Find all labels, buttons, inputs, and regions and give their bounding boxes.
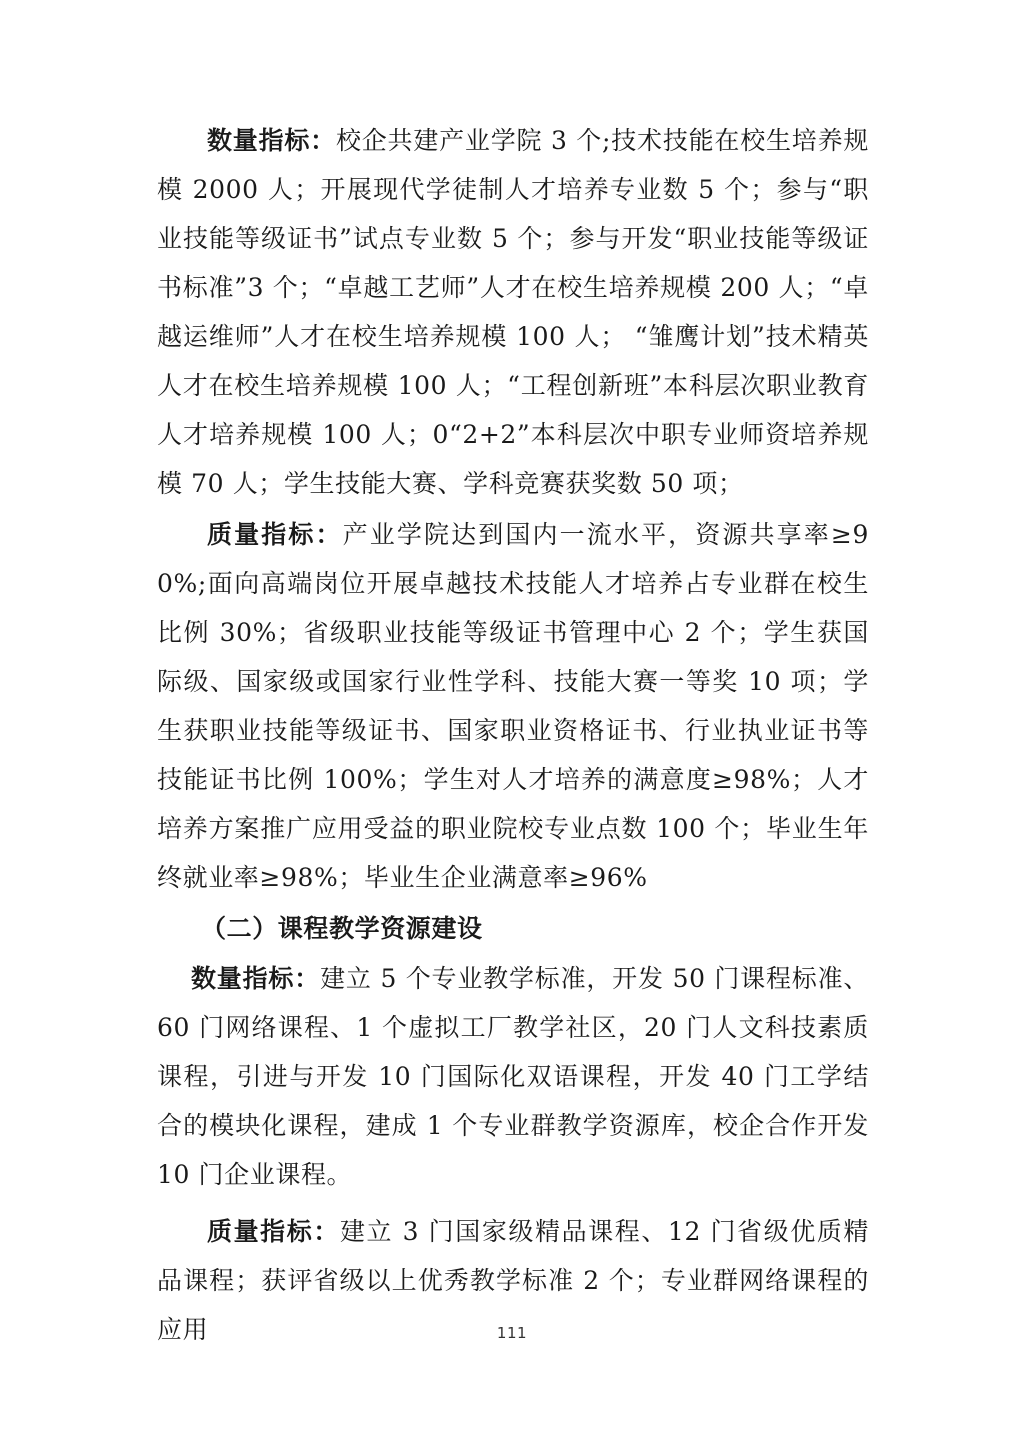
paragraph-text: 产业学院达到国内一流水平，资源共享率≥90%;面向高端岗位开展卓越技术技能人才培养占专业群在校生比例 30%；省级职业技能等级证书管理中心 2 个；学生获国际级、国家级或国家行业性学科、技能大赛一等奖 10 项；学生获职业技能等级证书、国家职业资格证书、行业执业证书等技能证书比例 100%；学生对人才培养的满意度≥98%；人才培养方案推广应用受益的职业院校专业点数 100 个；毕业生年终就业率≥98%；毕业生企业满意率≥96%: [157, 520, 869, 892]
document-page: [157, 116, 869, 1354]
paragraph-text: 建立 3 门国家级精品课程、12 门省级优质精品课程；获评省级以上优秀教学标准 2 个；专业群网络课程的应用: [157, 1217, 869, 1344]
paragraph-lead: 数量指标：: [207, 126, 336, 155]
section-heading: （二）课程教学资源建设: [201, 914, 483, 943]
page-number: 111: [496, 1324, 528, 1342]
paragraph-quantity-indicators-1: [157, 116, 869, 508]
paragraph-lead: 数量指标：: [191, 964, 321, 993]
paragraph-text: 校企共建产业学院 3 个;技术技能在校生培养规模 2000 人；开展现代学徒制人才培养专业数 5 个；参与“职业技能等级证书”试点专业数 5 个；参与开发“职业技能等级证书标准”3 个；“卓越工艺师”人才在校生培养规模 200 人；“卓越运维师”人才在校生培养规模 100 人； “雏鹰计划”技术精英人才在校生培养规模 100 人；“工程创新班”本科层次职业教育人才培养规模 100 人；0“2+2”本科层次中职专业师资培养规模 70 人；学生技能大赛、学科竞赛获奖数 50 项；: [157, 126, 869, 498]
paragraph-lead: 质量指标：: [207, 1217, 340, 1246]
paragraph-text: 建立 5 个专业教学标准，开发 50 门课程标准、60 门网络课程、1 个虚拟工厂教学社区，20 门人文科技素质课程，引进与开发 10 门国际化双语课程，开发 40 门工学结合的模块化课程，建成 1 个专业群教学资源库，校企合作开发 10 门企业课程。: [157, 964, 869, 1189]
spacer: [157, 1199, 869, 1207]
paragraph-quality-indicators-1: [157, 510, 869, 902]
paragraph-lead: 质量指标：: [207, 520, 343, 549]
paragraph-quantity-indicators-2: [157, 954, 869, 1199]
